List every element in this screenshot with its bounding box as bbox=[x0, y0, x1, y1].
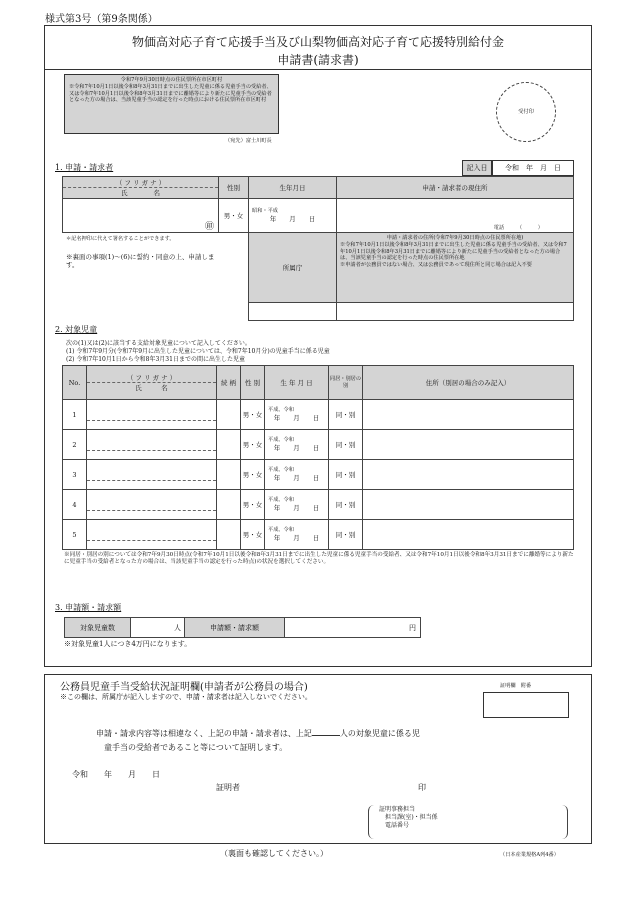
office-label: 所属庁 bbox=[249, 233, 337, 303]
child-row bbox=[63, 520, 574, 550]
child-relation-field[interactable] bbox=[217, 490, 241, 520]
child-cohab-field[interactable]: 同・別 bbox=[329, 400, 363, 430]
child-gender-field[interactable]: 男・女 bbox=[241, 490, 265, 520]
title-line1: 物価高対応子育て応援手当及び山梨物価高対応子育て応援特別給付金 bbox=[131, 35, 504, 49]
child-row bbox=[63, 490, 574, 520]
applicant-birth-header: 生年月日 bbox=[249, 177, 337, 199]
entry-date-field[interactable]: 令和 年 月 日 bbox=[492, 160, 574, 176]
certificate-body2: 童手当の受給者であること等について証明します。 bbox=[104, 743, 288, 752]
section2-intro1: 次の(1)又は(2)に該当する支給対象児童について記入してください。 bbox=[66, 340, 251, 347]
child-address-field[interactable] bbox=[363, 400, 574, 430]
pledge-text: ※裏面の事項(1)～(6)に誓約・同意の上、申請します。 bbox=[66, 253, 215, 270]
child-gender-field[interactable]: 男・女 bbox=[241, 460, 265, 490]
col-address: 住所（別居の場合のみ記入） bbox=[363, 366, 574, 400]
col-no: No. bbox=[63, 366, 87, 400]
child-cohab-field[interactable]: 同・別 bbox=[329, 430, 363, 460]
section2-intro3: (2) 令和7年10月1日から令和8年3月31日までの間に出生した児童 bbox=[66, 356, 245, 363]
child-relation-field[interactable] bbox=[217, 400, 241, 430]
child-cohab-field[interactable]: 同・別 bbox=[329, 460, 363, 490]
count-label: 対象児童数 bbox=[65, 618, 131, 638]
child-cohab-field[interactable]: 同・別 bbox=[329, 490, 363, 520]
child-no: 4 bbox=[63, 490, 87, 520]
section2-intro2: (1) 令和7年9月分(令和7年9月に出生した児童については、令和7年10月分)の児童手当に係る児童 bbox=[66, 348, 330, 355]
recipient: （宛先）富士川町長 bbox=[225, 138, 272, 144]
office-table bbox=[248, 232, 574, 321]
section1-heading: 1. 申請・請求者 bbox=[55, 163, 114, 172]
addr2-field[interactable] bbox=[337, 303, 574, 321]
child-name-field[interactable] bbox=[87, 490, 217, 520]
child-no: 1 bbox=[63, 400, 87, 430]
child-address-field[interactable] bbox=[363, 460, 574, 490]
col-relation: 続 柄 bbox=[217, 366, 241, 400]
child-cohab-field[interactable]: 同・別 bbox=[329, 520, 363, 550]
entry-date-label: 記入日 bbox=[462, 160, 492, 176]
certificate-body1: 申請・請求内容等は相違なく、上記の申請・請求者は、上記 人の対象児童に係る児 bbox=[96, 729, 420, 738]
residence-note: ※令和7年10月1日以後令和8年3月31日までに出生した児童に係る児童手当の受給者、又は令和7年10月1日以後令和8年3月31日までに離婚等により新たに児童手当の受給者となった方の場合は、当該児童手当の認定を行った時点における住民票所在市区町村 bbox=[69, 83, 272, 104]
child-address-field[interactable] bbox=[363, 520, 574, 550]
child-relation-field[interactable] bbox=[217, 430, 241, 460]
child-name-field[interactable] bbox=[87, 400, 217, 430]
applicant-gender-header: 性別 bbox=[219, 177, 249, 199]
child-relation-field[interactable] bbox=[217, 460, 241, 490]
col-cohab: 同居・別居の別 bbox=[329, 366, 363, 400]
title-divider bbox=[44, 69, 592, 70]
footer-note: （裏面も確認してください。） bbox=[220, 849, 328, 858]
certifier-seal: 印 bbox=[418, 783, 426, 792]
col-name: （ フ リ ガ ナ ） 氏 名 bbox=[87, 366, 217, 400]
children-table bbox=[62, 365, 574, 550]
applicant-birth-field[interactable]: 昭和・平成 年 月 日 bbox=[249, 199, 337, 233]
child-birth-field[interactable]: 平成、令和 年 月 日 bbox=[265, 400, 329, 430]
certificate-number-field[interactable] bbox=[483, 692, 569, 718]
section2-heading: 2. 対象児童 bbox=[55, 325, 98, 334]
residence-box bbox=[64, 74, 279, 134]
form-number: 様式第3号（第9条関係） bbox=[45, 14, 158, 25]
reception-stamp: 受付印 bbox=[496, 82, 556, 142]
applicant-name-header: （ フ リ ガ ナ ） 氏 名 bbox=[63, 177, 219, 199]
amount-note: ※対象児童1人につき4万円になります。 bbox=[64, 640, 192, 648]
certifier-label: 証明者 bbox=[216, 783, 240, 792]
applicant-address-header: 申請・請求者の現住所 bbox=[337, 177, 574, 199]
applicant-name-field[interactable]: ㊞ bbox=[63, 199, 219, 233]
cohab-note: ※同居・別居の別については令和7年9月30日時点(令和7年10月1日以後令和8年3月31日までに出生した児童に係る児童手当の受給者、又は令和7年10月1日以後令和8年3月31日までに離婚等により新たに児童手当の受給者となった方の場合は、当該児童手当の認定を行った時点)の状況を選択してください。 bbox=[64, 552, 574, 566]
certificate-note: ※この欄は、所属庁が記入しますので、申請・請求者は記入しないでください。 bbox=[60, 693, 312, 701]
child-name-field[interactable] bbox=[87, 460, 217, 490]
addr2-header: 申請・請求者の住所(令和7年9月30日時点の住民票所在地) ※令和7年10月1日以後令和8年3月31日までに出生した児童に係る児童手当の受給者、又は令和7年10月1日以後令和8年3月31日までに離婚等により新たに児童手当の受給者となった方の場合は、当該児童手当の認定を行った時点の住民票所在地 ※申請者が公務員ではない場合、又は公務員であって現住所と同じ場合は記入不要 bbox=[337, 233, 574, 303]
child-name-field[interactable] bbox=[87, 430, 217, 460]
certificate-number-label: 証明欄 附番 bbox=[500, 683, 532, 689]
amount-label: 申請額・請求額 bbox=[185, 618, 285, 638]
child-birth-field[interactable]: 平成、令和 年 月 日 bbox=[265, 520, 329, 550]
child-relation-field[interactable] bbox=[217, 520, 241, 550]
seal-note: ＊記名押印に代えて署名することができます。 bbox=[66, 236, 175, 242]
child-address-field[interactable] bbox=[363, 430, 574, 460]
contact-box: 証明事務担当 担当課(室)・担当係 電話番号 bbox=[368, 805, 568, 839]
child-row bbox=[63, 400, 574, 430]
section3-heading: 3. 申請額・請求額 bbox=[55, 603, 122, 612]
child-no: 2 bbox=[63, 430, 87, 460]
child-no: 3 bbox=[63, 460, 87, 490]
child-name-field[interactable] bbox=[87, 520, 217, 550]
certificate-title: 公務員児童手当受給状況証明欄(申請者が公務員の場合) bbox=[60, 682, 308, 693]
child-birth-field[interactable]: 平成、令和 年 月 日 bbox=[265, 430, 329, 460]
certificate-date[interactable]: 令和 年 月 日 bbox=[72, 770, 160, 779]
child-birth-field[interactable]: 平成、令和 年 月 日 bbox=[265, 490, 329, 520]
col-gender: 性 別 bbox=[241, 366, 265, 400]
title-line2: 申請書(請求書) bbox=[277, 53, 359, 67]
amount-table bbox=[64, 617, 421, 638]
child-gender-field[interactable]: 男・女 bbox=[241, 520, 265, 550]
applicant-address-field[interactable]: 電話 （ ） bbox=[337, 199, 574, 233]
child-row bbox=[63, 460, 574, 490]
office-field[interactable] bbox=[249, 303, 337, 321]
certificate-count-blank[interactable] bbox=[312, 735, 340, 736]
child-gender-field[interactable]: 男・女 bbox=[241, 430, 265, 460]
col-birth: 生 年 月 日 bbox=[265, 366, 329, 400]
child-no: 5 bbox=[63, 520, 87, 550]
paper-size: （日本産業規格A列4番） bbox=[500, 852, 559, 858]
child-address-field[interactable] bbox=[363, 490, 574, 520]
applicant-gender-field[interactable]: 男・女 bbox=[219, 199, 249, 233]
child-birth-field[interactable]: 平成、令和 年 月 日 bbox=[265, 460, 329, 490]
child-row bbox=[63, 430, 574, 460]
child-gender-field[interactable]: 男・女 bbox=[241, 400, 265, 430]
count-field[interactable]: 人 bbox=[131, 618, 185, 638]
amount-field[interactable]: 円 bbox=[285, 618, 421, 638]
applicant-table bbox=[62, 176, 574, 233]
residence-title: 令和7年9月30日時点の住民票所在市区町村 bbox=[120, 77, 223, 83]
